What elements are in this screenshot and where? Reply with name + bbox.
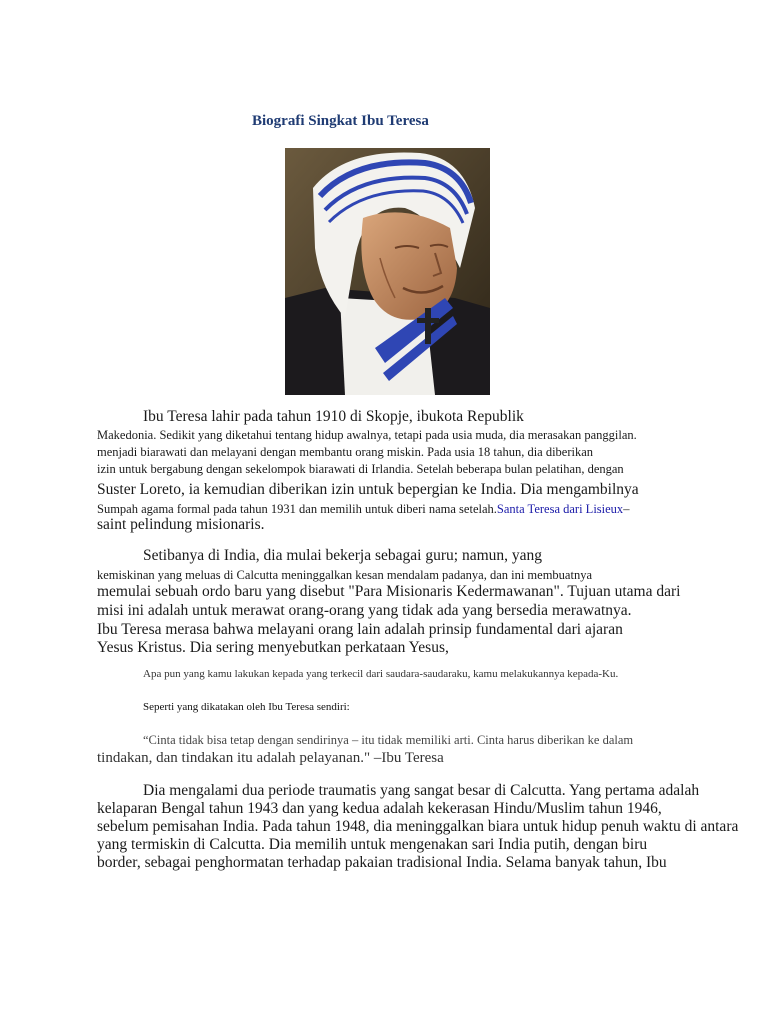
quote-jesus-text: Apa pun yang kamu lakukan kepada yang terkecil dari saudara-saudaraku, kamu melakukannya kepada-Ku. xyxy=(143,668,619,680)
portrait-photo xyxy=(285,148,490,395)
quote-jesus xyxy=(143,668,703,680)
paragraph-1-line-2: Makedonia. Sedikit yang diketahui tentang hidup awalnya, tetapi pada usia muda, dia merasakan panggilan. xyxy=(97,428,637,442)
paragraph-2-line-4: misi ini adalah untuk merawat orang-orang yang tidak ada yang bersedia merawatnya. xyxy=(97,602,632,619)
quote-teresa-text-1: “Cinta tidak bisa tetap dengan sendirinya – itu tidak memiliki arti. Cinta harus diberikan ke dalam xyxy=(143,733,634,747)
paragraph-1-line-7: saint pelindung misionaris. xyxy=(97,516,265,533)
portrait-illustration xyxy=(285,148,490,395)
page-title: Biografi Singkat Ibu Teresa xyxy=(252,113,429,129)
paragraph-2-line-6: Yesus Kristus. Dia sering menyebutkan perkataan Yesus, xyxy=(97,639,449,656)
paragraph-3-line-5: border, sebagai penghormatan terhadap pakaian tradisional India. Selama banyak tahun, Ibu xyxy=(97,854,667,871)
paragraph-1-line-5: Suster Loreto, ia kemudian diberikan izin untuk bepergian ke India. Dia mengambilnya xyxy=(97,481,639,498)
paragraph-2-line-1: Setibanya di India, dia mulai bekerja sebagai guru; namun, yang xyxy=(143,547,543,564)
quote-intro-text: Seperti yang dikatakan oleh Ibu Teresa sendiri: xyxy=(143,701,350,713)
quote-teresa-text-2: tindakan, dan tindakan itu adalah pelayanan." –Ibu Teresa xyxy=(97,750,444,766)
quote-teresa-line-1 xyxy=(143,733,703,748)
paragraph-2-line-2: kemiskinan yang meluas di Calcutta meninggalkan kesan mendalam padanya, dan ini membuatnya xyxy=(97,568,592,582)
paragraph-1-line-1: Ibu Teresa lahir pada tahun 1910 di Skopje, ibukota Republik xyxy=(143,408,524,425)
paragraph-3-line-2: kelaparan Bengal tahun 1943 dan yang kedua adalah kekerasan Hindu/Muslim tahun 1946, xyxy=(97,800,662,817)
paragraph-1-line-6-dash: – xyxy=(623,502,630,516)
paragraph-1-line-4: izin untuk bergabung dengan sekelompok biarawati di Irlandia. Setelah beberapa bulan pelatihan, dengan xyxy=(97,462,624,476)
paragraph-3-line-3: sebelum pemisahan India. Pada tahun 1948, dia meninggalkan biara untuk hidup penuh waktu di antara xyxy=(97,818,739,835)
paragraph-2-line-5: Ibu Teresa merasa bahwa melayani orang lain adalah prinsip fundamental dari ajaran xyxy=(97,621,623,638)
quote-intro xyxy=(143,701,703,713)
paragraph-3-line-4: yang termiskin di Calcutta. Dia memilih untuk mengenakan sari India putih, dengan biru xyxy=(97,836,648,853)
paragraph-3-line-1: Dia mengalami dua periode traumatis yang sangat besar di Calcutta. Yang pertama adalah xyxy=(143,782,700,799)
paragraph-1-line-3: menjadi biarawati dan melayani dengan membantu orang miskin. Pada usia 18 tahun, dia diberikan xyxy=(97,445,594,459)
paragraph-2-line-3: memulai sebuah ordo baru yang disebut "Para Misionaris Kedermawanan". Tujuan utama dari xyxy=(97,583,681,600)
paragraph-1-line-6-text: Sumpah agama formal pada tahun 1931 dan memilih untuk diberi nama setelah. xyxy=(97,502,497,516)
santa-teresa-link[interactable]: Santa Teresa dari Lisieux xyxy=(496,502,624,516)
